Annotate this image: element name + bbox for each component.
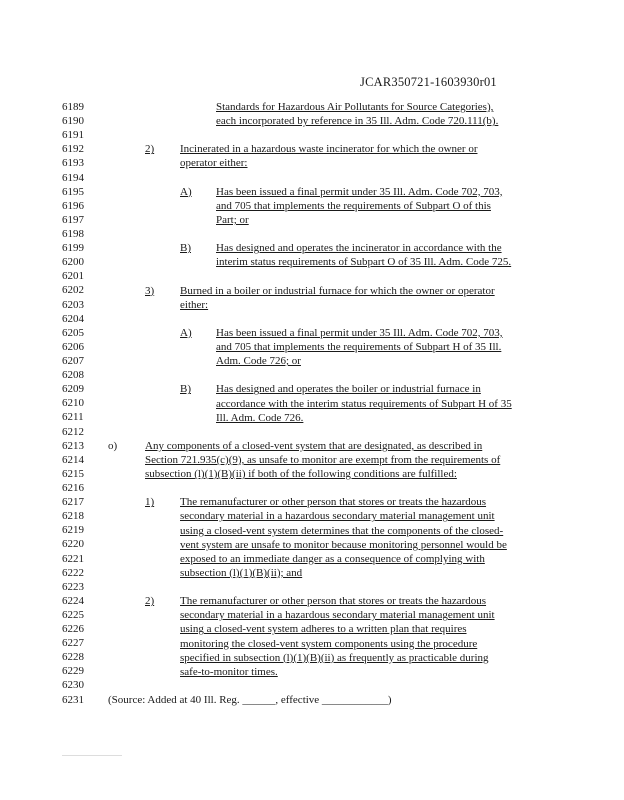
line-number: 6197 — [62, 213, 84, 226]
list-label: o) — [108, 439, 118, 452]
line-number: 6189 — [62, 101, 84, 113]
line-number: 6209 — [62, 383, 84, 396]
list-label: A) — [180, 326, 192, 339]
line-number: 6220 — [62, 538, 84, 551]
line-number: 6201 — [62, 270, 84, 283]
line-number: 6203 — [62, 298, 84, 311]
line-number-column — [62, 100, 104, 707]
line-number: 6217 — [62, 496, 84, 509]
footer-divider — [62, 755, 122, 756]
line-number: 6211 — [62, 411, 84, 424]
line-number: 6231 — [62, 693, 84, 706]
line-number: 6204 — [62, 312, 84, 325]
line-number: 6218 — [62, 510, 84, 523]
list-label: B) — [180, 383, 191, 396]
document-id: JCAR350721-1603930r01 — [360, 75, 497, 89]
list-label: B) — [180, 242, 191, 255]
list-label: 1) — [145, 496, 155, 509]
line-number: 6205 — [62, 326, 84, 339]
line-number: 6223 — [62, 580, 84, 593]
line-number: 6219 — [62, 524, 84, 537]
line-number: 6222 — [62, 566, 84, 579]
line-number: 6212 — [62, 425, 84, 438]
line-number: 6210 — [62, 397, 84, 410]
list-label: A) — [180, 185, 192, 198]
line-number: 6215 — [62, 467, 84, 480]
line-number: 6213 — [62, 439, 84, 452]
line-number: 6194 — [62, 171, 84, 184]
line-number: 6221 — [62, 552, 84, 565]
list-label: 2) — [145, 143, 155, 156]
line-number: 6196 — [62, 199, 84, 212]
line-number: 6200 — [62, 256, 84, 269]
line-number: 6198 — [62, 227, 84, 240]
line-number: 6208 — [62, 369, 84, 382]
document-page: JCAR350721-1603930r01 6189 6190 6191 6192 6193 6194 6195 6196 6197 6198 6199 6200 6201 6202 6203 6204 6205 6206 6207 6208 6209 6210 6211 6212 6213 6214 6215 6216 6217 6218 6219 6220 6221 6222 6223 6224 6225 6226 6227 6228 6229 6230 6231 Standards for Hazardous Air Pollutants for Source Categories), each incorporated by reference in 35 Ill. Adm. Code 720.111(b). 2) Incinerated in a hazardous waste incinerator for which the owner or operator either: A) Has been issued a final permit under 35 Ill. Adm. Code 702, 703, and 705 that implements the requirements of Subpart O of this Part; or B) Has designed and operates the incinerator in accordance with the interim status requirements of Subpart O of 35 Ill. Adm. Code 725. 3) Burned in a boiler or industrial furnace for which the owner or operator either: A) Has been issued a final permit under 35 Ill. Adm. Code 702, 703, and 705 that implements the requirements of Subpart H of 35 Ill. Adm. Code 726; or B) Has designed and operates the boiler or industrial furnace in accordance with the interim status requirements of Subpart H of 35 Ill. Adm. Code 726. o) Any components of a closed-vent system that are designated, as described in Section 721.935(c)(9), as unsafe to monitor are exempt from the requirements of subsection (l)(1)(B)(ii) if both of the following conditions are fulfilled: 1) The remanufacturer or other person that stores or treats the hazardous secondary material in a hazardous secondary material management unit using a closed-vent system determines that the components of the closed- vent system are unsafe to monitor because monitoring personnel would be exposed to an immediate danger as a consequence of complying with subsection (l)(1)(B)(ii); and 2) The remanufacturer or other person that stores or treats the hazardous secondary material in a hazardous secondary material management unit using a closed-vent system adheres to a written plan that requires monitoring the closed-vent system components using the procedure specified in subsection (l)(1)(B)(ii) as frequently as practicable during safe-to-monitor times. (Source: Added at 40 Ill. Reg. ______, effective ____________) — [0, 0, 624, 800]
line-number: 6190 — [62, 115, 84, 128]
line-number: 6216 — [62, 481, 84, 494]
line-number: 6230 — [62, 679, 84, 692]
line-number: 6206 — [62, 340, 84, 353]
list-label: 3) — [145, 284, 155, 297]
line-number: 6225 — [62, 608, 84, 621]
line-number: 6226 — [62, 623, 84, 636]
line-number: 6229 — [62, 665, 84, 678]
line-number: 6227 — [62, 637, 84, 650]
line-number: 6199 — [62, 242, 84, 255]
line-number: 6224 — [62, 594, 84, 607]
line-number: 6207 — [62, 354, 84, 367]
line-number: 6191 — [62, 129, 84, 142]
line-number: 6228 — [62, 651, 84, 664]
line-number: 6192 — [62, 143, 84, 156]
line-number: 6195 — [62, 185, 84, 198]
line-number: 6193 — [62, 157, 84, 170]
line-number: 6202 — [62, 284, 84, 297]
line-number: 6214 — [62, 453, 84, 466]
list-label: 2) — [145, 595, 155, 608]
